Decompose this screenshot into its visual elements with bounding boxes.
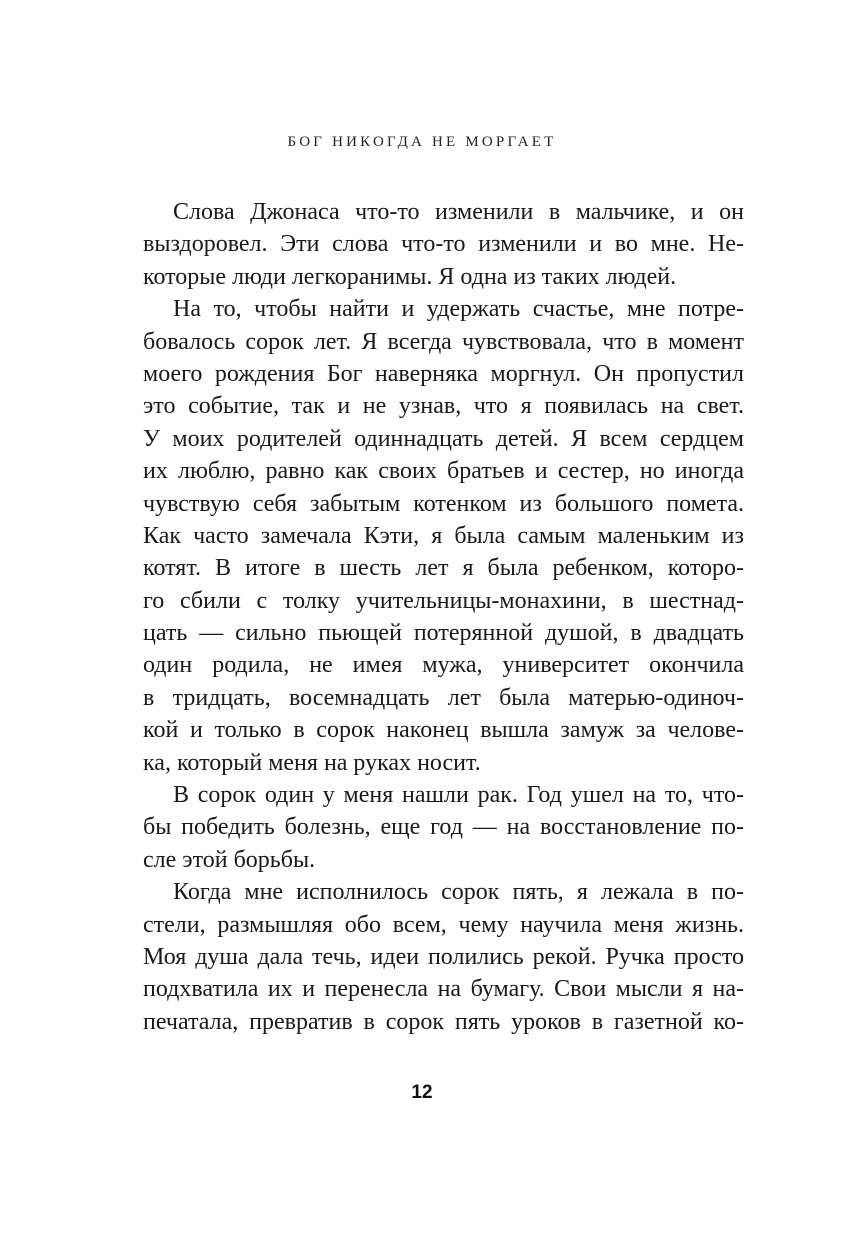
text-line: моего рождения Бог наверняка моргнул. Он пропустил xyxy=(143,360,744,387)
text-line: бы победить болезнь, еще год — на восстановление по- xyxy=(143,814,744,841)
text-line: ка, который меня на руках носит. xyxy=(143,749,481,776)
text-line: сле этой борьбы. xyxy=(143,846,316,873)
text-line: стели, размышляя обо всем, чему научила меня жизнь. xyxy=(143,911,744,938)
text-line: которые люди легкоранимы. Я одна из таких людей. xyxy=(143,263,677,290)
text-line: один родила, не имея мужа, университет окончила xyxy=(143,652,744,679)
text-line: Когда мне исполнилось сорок пять, я лежала в по- xyxy=(173,879,744,906)
text-line: чувствую себя забытым котенком из большого помета. xyxy=(143,490,744,517)
text-line: выздоровел. Эти слова что-то изменили и во мне. Не- xyxy=(143,231,744,258)
running-head: БОГ НИКОГДА НЕ МОРГАЕТ xyxy=(287,134,557,150)
text-line: го сбили с толку учительницы-монахини, в шестнад- xyxy=(143,587,744,614)
text-line: В сорок один у меня нашли рак. Год ушел на то, что- xyxy=(173,782,744,809)
text-line: Моя душа дала течь, идеи полились рекой. Ручка просто xyxy=(143,943,744,970)
text-line: На то, чтобы найти и удержать счастье, мне потре- xyxy=(173,296,744,323)
text-line: печатала, превратив в сорок пять уроков в газетной ко- xyxy=(143,1008,744,1035)
text-line: У моих родителей одиннадцать детей. Я всем сердцем xyxy=(143,425,744,452)
text-line: в тридцать, восемнадцать лет была матерью-одиноч- xyxy=(143,684,744,711)
page-number: 12 xyxy=(411,1082,433,1103)
text-line: подхватила их и перенесла на бумагу. Свои мысли я на- xyxy=(143,976,744,1003)
body-text xyxy=(143,196,744,1038)
text-line: цать — сильно пьющей потерянной душой, в двадцать xyxy=(143,620,744,647)
text-line: это событие, так и не узнав, что я появилась на свет. xyxy=(143,393,744,420)
text-line: кой и только в сорок наконец вышла замуж за челове- xyxy=(143,717,744,744)
text-line: котят. В итоге в шесть лет я была ребенком, которо- xyxy=(143,555,744,582)
text-line: бовалось сорок лет. Я всегда чувствовала, что в момент xyxy=(143,328,744,355)
text-line: их люблю, равно как своих братьев и сестер, но иногда xyxy=(143,458,744,485)
text-line: Как часто замечала Кэти, я была самым маленьким из xyxy=(143,522,744,549)
text-line: Слова Джонаса что-то изменили в мальчике, и он xyxy=(173,199,744,225)
